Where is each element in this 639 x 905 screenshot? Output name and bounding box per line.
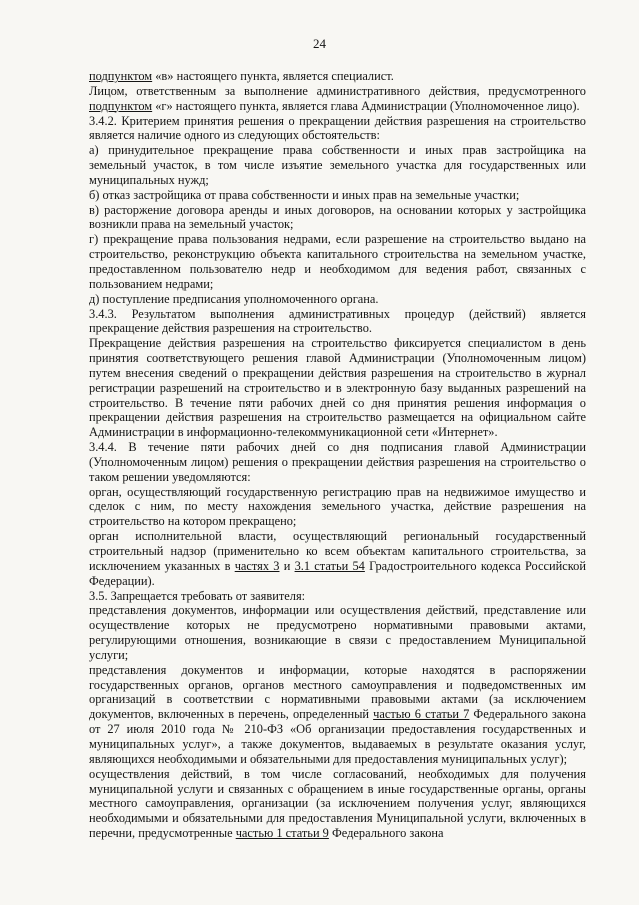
paragraph-p7 xyxy=(89,232,586,291)
paragraph-text: 3.4.3. Результатом выполнения административных процедур (действий) является прекращение действия разрешения на строительство. xyxy=(89,306,586,336)
page-number: 24 xyxy=(313,36,326,51)
paragraph-p1 xyxy=(89,69,586,84)
document-body xyxy=(89,69,586,841)
paragraph-text: Прекращение действия разрешения на строительство фиксируется специалистом в день принятия соответствующего решения главой Администрации (Уполномоченным лицом) путем внесения сведений о прекращении действия разрешения на строительство в журнал регистрации разрешений на строительство и в электронную базу выданных разрешений на строительство. В течение пяти рабочих дней со дня принятия решения информация о прекращении действия разрешения на строительство размещается на официальном сайте Администрации в информационно-телекоммуникационной сети «Интернет». xyxy=(89,336,586,440)
paragraph-text: а) принудительное прекращение права собственности и иных прав застройщика на земельный участок, в том числе изъятие земельного участка для государственных или муниципальных нужд; xyxy=(89,143,586,187)
paragraph-p6 xyxy=(89,203,586,233)
paragraph-p16 xyxy=(89,663,586,767)
paragraph-text: осуществления действий, в том числе согласований, необходимых для получения муниципальной услуги и связанных с обращением в иные государственные органы, органы местного самоуправления, организации (за исключением получения услуг, являющихся необходимыми и обязательными для предоставления Муниципальной услуги, включенных в перечни, предусмотренные xyxy=(89,766,586,841)
paragraph-text: Федерального закона xyxy=(328,826,444,841)
paragraph-p13 xyxy=(89,529,586,588)
paragraph-text: 3.4.4. В течение пяти рабочих дней со дня подписания главой Администрации (Уполномоченным лицом) решения о прекращении действия разрешения на строительство о таком решении уведомляются: xyxy=(89,440,586,484)
paragraph-p11 xyxy=(89,440,586,485)
paragraph-text: орган исполнительной власти, осуществляющий региональный государственный строительный надзор (применительно ко всем объектам капитального строительства, за исключением указанных в xyxy=(89,529,586,573)
paragraph-text: 3.4.2. Критерием принятия решения о прекращении действия разрешения на строительство является наличие одного из следующих обстоятельств: xyxy=(89,113,586,143)
legal-reference-link[interactable]: подпунктом xyxy=(89,69,153,83)
paragraph-text: представления документов и информации, которые находятся в распоряжении государственных органов, органов местного самоуправления и подведомственных им организаций в соответствии с нормативными правовыми актами (за исключением документов, включенных в перечень, определенный xyxy=(89,662,586,722)
paragraph-text: орган, осуществляющий государственную регистрацию прав на недвижимое имущество и сделок с ним, по месту нахождения земельного участка, действие разрешения на строительство на котором прекращено; xyxy=(89,484,586,529)
paragraph-text: и xyxy=(279,558,295,573)
paragraph-p5 xyxy=(89,188,586,203)
paragraph-text: «г» настоящего пункта, является глава Администрации (Уполномоченное лицо). xyxy=(152,98,580,113)
legal-reference-link[interactable]: частях 3 xyxy=(234,558,280,573)
legal-reference-link[interactable]: частью 6 статьи 7 xyxy=(373,707,470,722)
paragraph-p8 xyxy=(89,292,586,307)
paragraph-p15 xyxy=(89,603,586,662)
paragraph-p3 xyxy=(89,114,586,144)
paragraph-text: представления документов, информации или осуществления действий, представление или осуществление которых не предусмотрено нормативными правовыми актами, регулирующими отношения, возникающие в связи с предоставлением Муниципальной услуги; xyxy=(89,603,586,662)
paragraph-p4 xyxy=(89,143,586,188)
paragraph-text: г) прекращение права пользования недрами, если разрешение на строительство выдано на строительство, реконструкцию объекта капитального строительства на земельном участке, предоставленном пользователю недр и необходимом для ведения работ, связанных с пользованием недрами; xyxy=(89,232,586,291)
legal-reference-link[interactable]: подпунктом xyxy=(89,98,153,113)
paragraph-text: Градостроительного кодекса Российской Федерации). xyxy=(89,558,587,588)
paragraph-p14 xyxy=(89,589,586,604)
paragraph-p17 xyxy=(89,767,586,841)
paragraph-text: д) поступление предписания уполномоченного органа. xyxy=(89,291,379,306)
legal-reference-link[interactable]: частью 1 статьи 9 xyxy=(235,826,329,841)
paragraph-p12 xyxy=(89,485,586,530)
paragraph-text: б) отказ застройщика от права собственности и иных прав на земельные участки; xyxy=(89,187,520,202)
paragraph-text: «в» настоящего пункта, является специалист. xyxy=(152,69,394,83)
paragraph-text: в) расторжение договора аренды и иных договоров, на основании которых у застройщика возникли права на земельный участок; xyxy=(89,202,586,232)
paragraph-text: Лицом, ответственным за выполнение административного действия, предусмотренного xyxy=(89,83,586,98)
paragraph-p9 xyxy=(89,307,586,337)
paragraph-text: 3.5. Запрещается требовать от заявителя: xyxy=(89,588,306,603)
legal-reference-link[interactable]: 3.1 статьи 54 xyxy=(294,558,365,573)
paragraph-text: Федерального закона от 27 июля 2010 года № 210-ФЗ «Об организации предоставления государственных и муниципальных услуг», а также документов, выдаваемых в результате оказания услуг, являющихся необходимыми и обязательными для предоставления муниципальных услуг); xyxy=(89,707,586,766)
paragraph-p2 xyxy=(89,84,586,114)
paragraph-p10 xyxy=(89,336,586,440)
